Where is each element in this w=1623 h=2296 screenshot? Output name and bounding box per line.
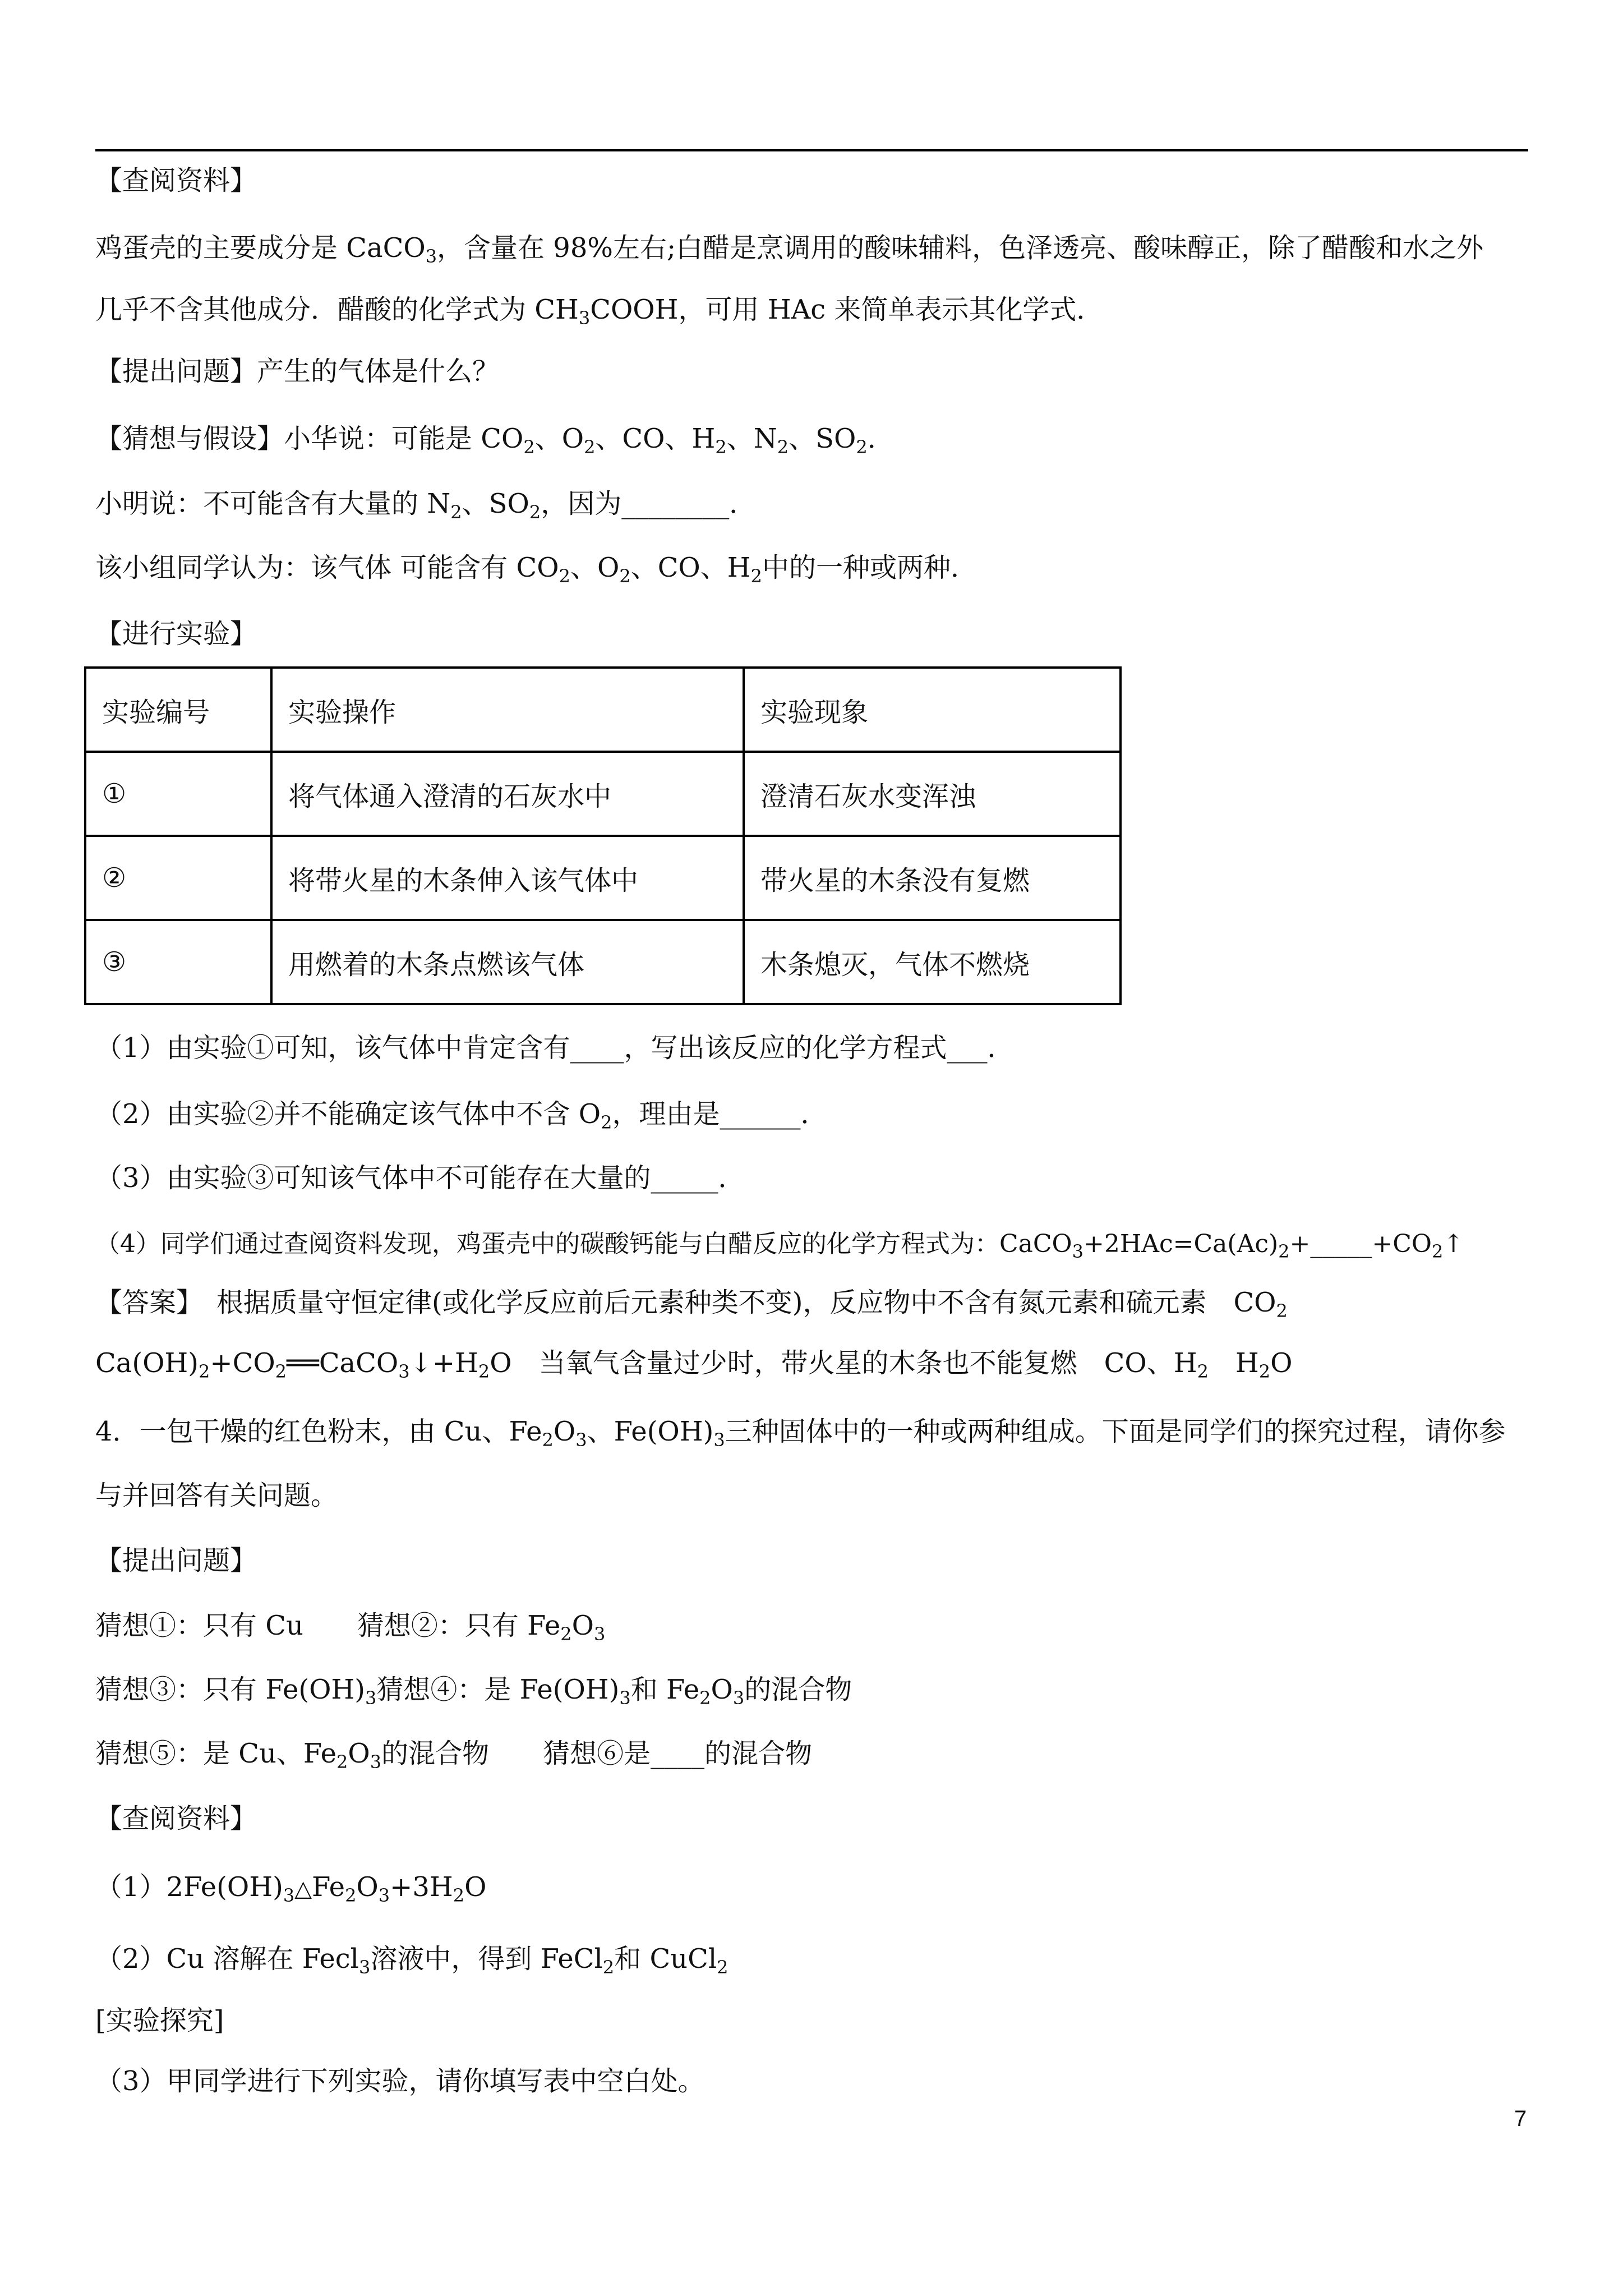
reference-2: （2）Cu 溶解在 Fecl$_3$溶液中，得到 FeCl$_2$和 CuCl$_2$: [95, 1943, 728, 1978]
explore-heading: [实验探究]: [95, 2005, 224, 2036]
answer-line-2: $Ca(OH)_2+CO_2══CaCO_3↓+H_2O$ 当氧气含量过少时，带火星的木条也不能复燃 CO、$H_2$ $H_2O$: [95, 1347, 1293, 1382]
reference-1: $(1)2Fe(OH)_3\triangle Fe_2O_3+3H_2O$: [95, 1871, 487, 1906]
table-header-cell: 实验操作: [271, 668, 744, 752]
question-line: 【提出问题】产生的气体是什么？: [95, 356, 500, 387]
table-cell: 将带火星的木条伸入该气体中: [271, 836, 744, 920]
question-4: （4）同学们通过查阅资料发现，鸡蛋壳中的碳酸钙能与白醋反应的化学方程式为：$CaCO_3+2HAc=Ca(Ac)_2+\_\_\_\_\_+CO_2↑$: [95, 1230, 1464, 1262]
guess-line-3: 猜想⑤：是 Cu、$Fe_2O_3$的混合物 猜想⑥是____的混合物: [95, 1738, 813, 1773]
table-cell: 带火星的木条没有复燃: [744, 836, 1121, 920]
table-cell: ①: [85, 752, 271, 836]
table-row: [85, 836, 1121, 920]
lookup-line-2: 几乎不含其他成分．醋酸的化学式为 $CH_3COOH$，可用 HAc 来简单表示其化学式．: [95, 294, 1104, 329]
hypothesis-line: 【猜想与假设】小华说：可能是 $CO_2$、$O_2$、CO、$H_2$、$N_2$、$SO_2$．: [95, 423, 895, 458]
header-rule: [95, 149, 1528, 151]
heat-symbol: △: [294, 1876, 312, 1902]
question-3-table: （3）甲同学进行下列实验，请你填写表中空白处。: [95, 2065, 705, 2097]
question-2: （2）由实验②并不能确定该气体中不含 $O_2$，理由是______．: [95, 1098, 828, 1133]
lookup-line-1: 鸡蛋壳的主要成分是 CaCO$_3$，含量在 98%左右;白醋是烹调用的酸味辅料，色泽透亮、酸味醇正，除了醋酸和水之外: [95, 232, 1484, 267]
question-3: （3）由实验③可知该气体中不可能存在大量的_____．: [95, 1162, 745, 1194]
xiaoming-line: 小明说：不可能含有大量的 $N_2$、$SO_2$，因为________．: [95, 488, 757, 523]
table-row: [85, 920, 1121, 1004]
table-header-row: [85, 668, 1121, 752]
page-number: 7: [1514, 2106, 1527, 2131]
guess-line-2: 猜想③：只有 $Fe(OH)_3$猜想④：是 $Fe(OH)_3$和 $Fe_2O_3$的混合物: [95, 1674, 852, 1709]
question-heading: 【提出问题】: [95, 1545, 257, 1576]
table-cell: 木条熄灭，气体不燃烧: [744, 920, 1121, 1004]
table-header-cell: 实验编号: [85, 668, 271, 752]
problem-4-line-2: 与并回答有关问题。: [95, 1480, 338, 1511]
question-1: （1）由实验①可知，该气体中肯定含有____，写出该反应的化学方程式___．: [95, 1032, 1015, 1064]
experiment-heading: 【进行实验】: [95, 618, 257, 650]
table-header-cell: 实验现象: [744, 668, 1121, 752]
answer-line-1: 【答案】 根据质量守恒定律(或化学反应前后元素种类不变)，反应物中不含有氮元素和硫元素 $CO_2$: [95, 1287, 1288, 1322]
table-cell: ②: [85, 836, 271, 920]
problem-4-line-1: 4．一包干燥的红色粉末，由 Cu、$Fe_2O_3$、$Fe(OH)_3$三种固体中的一种或两种组成。下面是同学们的探究过程，请你参: [95, 1416, 1506, 1451]
lookup-heading-2: 【查阅资料】: [95, 1803, 257, 1834]
table-cell: 将气体通入澄清的石灰水中: [271, 752, 744, 836]
lookup-heading: 【查阅资料】: [95, 165, 257, 196]
group-line: 该小组同学认为：该气体 可能含有 $CO_2$、$O_2$、CO、$H_2$中的一种或两种．: [95, 552, 978, 587]
guess-line-1: 猜想①：只有 Cu 猜想②：只有 $Fe_2O_3$: [95, 1610, 606, 1645]
table-cell: 澄清石灰水变浑浊: [744, 752, 1121, 836]
table-cell: ③: [85, 920, 271, 1004]
experiment-table: [84, 666, 1122, 1005]
table-cell: 用燃着的木条点燃该气体: [271, 920, 744, 1004]
table-row: [85, 752, 1121, 836]
